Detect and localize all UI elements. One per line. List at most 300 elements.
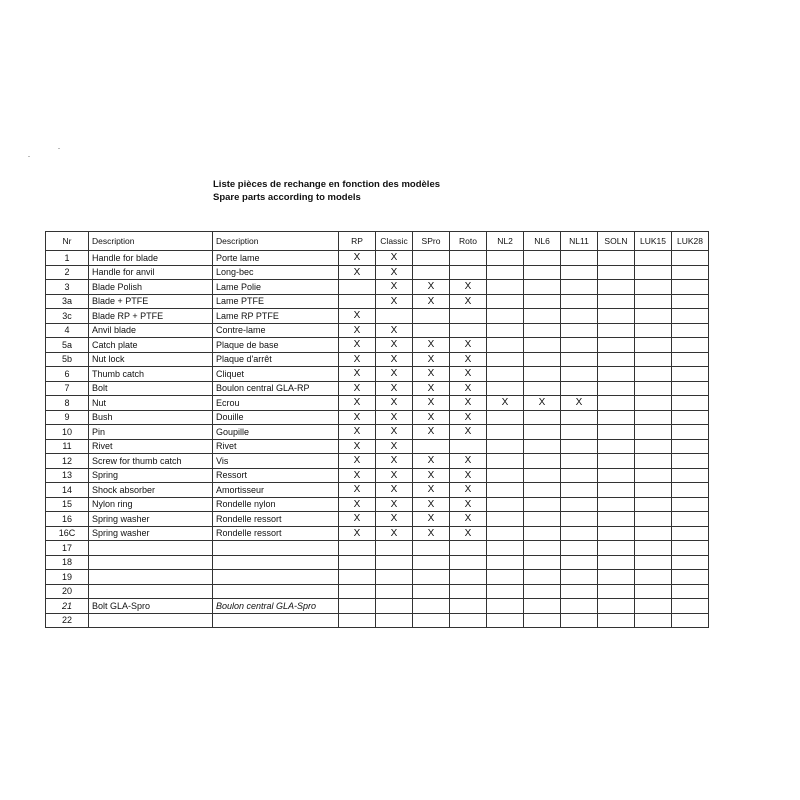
- model-mark-cell: [450, 541, 487, 556]
- model-mark-cell: [672, 381, 709, 396]
- model-mark-cell: [598, 294, 635, 309]
- model-mark-cell: [561, 280, 598, 295]
- model-mark-cell: [561, 613, 598, 628]
- row-description-fr: Boulon central GLA-Spro: [213, 599, 339, 614]
- model-mark-cell: [450, 584, 487, 599]
- row-description-en: Nut: [89, 396, 213, 411]
- header-model-luk15: LUK15: [635, 232, 672, 251]
- row-nr: 20: [46, 584, 89, 599]
- model-mark-cell: [672, 613, 709, 628]
- model-mark-cell: [672, 497, 709, 512]
- row-description-en: [89, 541, 213, 556]
- model-mark-cell: [376, 613, 413, 628]
- row-description-fr: Plaque de base: [213, 338, 339, 353]
- model-mark-cell: [524, 584, 561, 599]
- row-nr: 11: [46, 439, 89, 454]
- model-mark-cell: [672, 280, 709, 295]
- model-mark-cell: [561, 555, 598, 570]
- model-mark-cell: X: [339, 309, 376, 324]
- model-mark-cell: [487, 294, 524, 309]
- model-mark-cell: [413, 555, 450, 570]
- model-mark-cell: [598, 367, 635, 382]
- table-row: [46, 526, 709, 541]
- model-mark-cell: [487, 309, 524, 324]
- model-mark-cell: [598, 439, 635, 454]
- model-mark-cell: [450, 323, 487, 338]
- row-description-fr: Long-bec: [213, 265, 339, 280]
- model-mark-cell: [524, 294, 561, 309]
- model-mark-cell: [413, 439, 450, 454]
- model-mark-cell: [635, 497, 672, 512]
- row-description-en: Shock absorber: [89, 483, 213, 498]
- row-description-fr: Rondelle ressort: [213, 526, 339, 541]
- model-mark-cell: X: [413, 526, 450, 541]
- model-mark-cell: [598, 454, 635, 469]
- model-mark-cell: [487, 570, 524, 585]
- header-model-nl2: NL2: [487, 232, 524, 251]
- row-nr: 3a: [46, 294, 89, 309]
- model-mark-cell: X: [376, 381, 413, 396]
- model-mark-cell: [635, 381, 672, 396]
- row-nr: 12: [46, 454, 89, 469]
- model-mark-cell: X: [450, 497, 487, 512]
- model-mark-cell: [598, 425, 635, 440]
- model-mark-cell: X: [339, 483, 376, 498]
- model-mark-cell: X: [376, 439, 413, 454]
- model-mark-cell: [524, 265, 561, 280]
- table-body: [46, 251, 709, 628]
- model-mark-cell: [635, 367, 672, 382]
- model-mark-cell: [598, 497, 635, 512]
- model-mark-cell: [672, 338, 709, 353]
- row-description-en: Bolt: [89, 381, 213, 396]
- model-mark-cell: [487, 410, 524, 425]
- model-mark-cell: X: [339, 338, 376, 353]
- model-mark-cell: [450, 613, 487, 628]
- model-mark-cell: X: [450, 512, 487, 527]
- row-nr: 16C: [46, 526, 89, 541]
- row-nr: 18: [46, 555, 89, 570]
- row-description-en: Spring: [89, 468, 213, 483]
- table-row: [46, 323, 709, 338]
- row-nr: 8: [46, 396, 89, 411]
- model-mark-cell: X: [450, 338, 487, 353]
- model-mark-cell: X: [450, 425, 487, 440]
- model-mark-cell: X: [413, 396, 450, 411]
- model-mark-cell: X: [487, 396, 524, 411]
- model-mark-cell: [635, 338, 672, 353]
- table-row: [46, 251, 709, 266]
- header-model-luk28: LUK28: [672, 232, 709, 251]
- model-mark-cell: X: [450, 381, 487, 396]
- model-mark-cell: [524, 280, 561, 295]
- model-mark-cell: [598, 410, 635, 425]
- model-mark-cell: [635, 396, 672, 411]
- model-mark-cell: [635, 425, 672, 440]
- model-mark-cell: [450, 570, 487, 585]
- model-mark-cell: [524, 570, 561, 585]
- row-nr: 22: [46, 613, 89, 628]
- model-mark-cell: X: [339, 439, 376, 454]
- row-description-en: Handle for anvil: [89, 265, 213, 280]
- model-mark-cell: [487, 555, 524, 570]
- model-mark-cell: [524, 309, 561, 324]
- header-model-roto: Roto: [450, 232, 487, 251]
- model-mark-cell: X: [561, 396, 598, 411]
- table-row: [46, 541, 709, 556]
- model-mark-cell: [635, 265, 672, 280]
- model-mark-cell: X: [376, 294, 413, 309]
- model-mark-cell: [413, 599, 450, 614]
- model-mark-cell: [524, 555, 561, 570]
- model-mark-cell: [524, 497, 561, 512]
- model-mark-cell: X: [339, 497, 376, 512]
- model-mark-cell: [339, 599, 376, 614]
- model-mark-cell: [672, 352, 709, 367]
- model-mark-cell: X: [450, 468, 487, 483]
- model-mark-cell: X: [413, 294, 450, 309]
- model-mark-cell: [561, 526, 598, 541]
- row-description-en: Rivet: [89, 439, 213, 454]
- model-mark-cell: [561, 323, 598, 338]
- header-nr: Nr: [46, 232, 89, 251]
- model-mark-cell: [413, 251, 450, 266]
- row-description-fr: Ressort: [213, 468, 339, 483]
- model-mark-cell: X: [339, 468, 376, 483]
- model-mark-cell: [487, 338, 524, 353]
- model-mark-cell: [561, 497, 598, 512]
- model-mark-cell: X: [339, 454, 376, 469]
- model-mark-cell: [450, 599, 487, 614]
- model-mark-cell: [413, 309, 450, 324]
- row-description-en: [89, 613, 213, 628]
- model-mark-cell: [339, 280, 376, 295]
- model-mark-cell: [524, 352, 561, 367]
- model-mark-cell: [561, 381, 598, 396]
- row-description-fr: Lame Polie: [213, 280, 339, 295]
- model-mark-cell: X: [413, 483, 450, 498]
- model-mark-cell: [598, 613, 635, 628]
- table-row: [46, 439, 709, 454]
- model-mark-cell: X: [339, 367, 376, 382]
- model-mark-cell: [413, 613, 450, 628]
- model-mark-cell: [635, 454, 672, 469]
- row-description-fr: Boulon central GLA-RP: [213, 381, 339, 396]
- model-mark-cell: X: [413, 352, 450, 367]
- row-description-fr: Douille: [213, 410, 339, 425]
- model-mark-cell: [635, 323, 672, 338]
- model-mark-cell: [672, 251, 709, 266]
- model-mark-cell: [598, 352, 635, 367]
- row-description-fr: Rivet: [213, 439, 339, 454]
- model-mark-cell: [450, 265, 487, 280]
- model-mark-cell: [524, 338, 561, 353]
- model-mark-cell: X: [450, 396, 487, 411]
- model-mark-cell: [672, 468, 709, 483]
- model-mark-cell: X: [376, 454, 413, 469]
- row-nr: 21: [46, 599, 89, 614]
- table-row: [46, 584, 709, 599]
- table-row: [46, 352, 709, 367]
- row-nr: 19: [46, 570, 89, 585]
- model-mark-cell: [376, 541, 413, 556]
- row-description-fr: Vis: [213, 454, 339, 469]
- model-mark-cell: [339, 613, 376, 628]
- model-mark-cell: X: [413, 497, 450, 512]
- model-mark-cell: X: [339, 352, 376, 367]
- model-mark-cell: X: [450, 410, 487, 425]
- model-mark-cell: [561, 251, 598, 266]
- row-nr: 17: [46, 541, 89, 556]
- model-mark-cell: [598, 555, 635, 570]
- row-description-fr: Lame PTFE: [213, 294, 339, 309]
- model-mark-cell: [487, 541, 524, 556]
- table-row: [46, 425, 709, 440]
- row-description-en: Thumb catch: [89, 367, 213, 382]
- model-mark-cell: [635, 570, 672, 585]
- row-description-en: Handle for blade: [89, 251, 213, 266]
- model-mark-cell: [635, 555, 672, 570]
- row-nr: 7: [46, 381, 89, 396]
- model-mark-cell: [450, 439, 487, 454]
- model-mark-cell: [598, 483, 635, 498]
- model-mark-cell: [561, 425, 598, 440]
- model-mark-cell: X: [413, 338, 450, 353]
- model-mark-cell: [524, 323, 561, 338]
- model-mark-cell: [635, 251, 672, 266]
- model-mark-cell: [561, 483, 598, 498]
- model-mark-cell: [339, 541, 376, 556]
- model-mark-cell: [413, 584, 450, 599]
- header-model-rp: RP: [339, 232, 376, 251]
- model-mark-cell: X: [450, 454, 487, 469]
- model-mark-cell: [672, 541, 709, 556]
- scan-speck: [28, 156, 30, 157]
- model-mark-cell: [561, 410, 598, 425]
- model-mark-cell: [561, 352, 598, 367]
- row-nr: 10: [46, 425, 89, 440]
- model-mark-cell: [598, 381, 635, 396]
- model-mark-cell: X: [413, 425, 450, 440]
- model-mark-cell: [672, 367, 709, 382]
- table-row: [46, 454, 709, 469]
- model-mark-cell: [487, 497, 524, 512]
- model-mark-cell: [598, 338, 635, 353]
- model-mark-cell: X: [376, 512, 413, 527]
- model-mark-cell: [376, 584, 413, 599]
- model-mark-cell: X: [413, 280, 450, 295]
- model-mark-cell: [635, 512, 672, 527]
- model-mark-cell: [487, 323, 524, 338]
- title-french: Liste pièces de rechange en fonction des modèles: [213, 179, 441, 190]
- header-model-spro: SPro: [413, 232, 450, 251]
- row-nr: 5a: [46, 338, 89, 353]
- row-description-fr: [213, 613, 339, 628]
- model-mark-cell: X: [413, 381, 450, 396]
- model-mark-cell: [339, 570, 376, 585]
- model-mark-cell: [524, 613, 561, 628]
- model-mark-cell: X: [339, 410, 376, 425]
- row-description-en: Nylon ring: [89, 497, 213, 512]
- model-mark-cell: [413, 570, 450, 585]
- model-mark-cell: X: [376, 526, 413, 541]
- model-mark-cell: [561, 468, 598, 483]
- model-mark-cell: X: [339, 323, 376, 338]
- row-nr: 14: [46, 483, 89, 498]
- table-row: [46, 483, 709, 498]
- model-mark-cell: [635, 280, 672, 295]
- model-mark-cell: [598, 526, 635, 541]
- model-mark-cell: [487, 367, 524, 382]
- model-mark-cell: X: [376, 367, 413, 382]
- model-mark-cell: [524, 251, 561, 266]
- table-row: [46, 410, 709, 425]
- model-mark-cell: [672, 396, 709, 411]
- model-mark-cell: [487, 599, 524, 614]
- model-mark-cell: X: [450, 294, 487, 309]
- model-mark-cell: [561, 570, 598, 585]
- model-mark-cell: [487, 352, 524, 367]
- model-mark-cell: [672, 526, 709, 541]
- spare-parts-table: [45, 231, 709, 628]
- model-mark-cell: X: [450, 526, 487, 541]
- row-description-en: Spring washer: [89, 526, 213, 541]
- row-description-en: Blade Polish: [89, 280, 213, 295]
- row-description-en: Screw for thumb catch: [89, 454, 213, 469]
- model-mark-cell: [598, 468, 635, 483]
- table-row: [46, 294, 709, 309]
- model-mark-cell: [487, 439, 524, 454]
- row-nr: 6: [46, 367, 89, 382]
- table-row: [46, 468, 709, 483]
- row-description-en: Spring washer: [89, 512, 213, 527]
- table-row: [46, 512, 709, 527]
- model-mark-cell: [635, 526, 672, 541]
- model-mark-cell: [635, 352, 672, 367]
- row-nr: 4: [46, 323, 89, 338]
- row-description-fr: Contre-lame: [213, 323, 339, 338]
- model-mark-cell: [598, 584, 635, 599]
- model-mark-cell: [598, 280, 635, 295]
- model-mark-cell: [672, 309, 709, 324]
- row-description-fr: Lame RP PTFE: [213, 309, 339, 324]
- model-mark-cell: [635, 468, 672, 483]
- model-mark-cell: [598, 251, 635, 266]
- row-description-en: Blade RP + PTFE: [89, 309, 213, 324]
- row-description-fr: Ecrou: [213, 396, 339, 411]
- model-mark-cell: [524, 483, 561, 498]
- model-mark-cell: X: [413, 468, 450, 483]
- table-row: [46, 599, 709, 614]
- model-mark-cell: [524, 439, 561, 454]
- model-mark-cell: [487, 468, 524, 483]
- model-mark-cell: X: [376, 251, 413, 266]
- model-mark-cell: [524, 454, 561, 469]
- model-mark-cell: [561, 439, 598, 454]
- model-mark-cell: [339, 294, 376, 309]
- model-mark-cell: [635, 584, 672, 599]
- model-mark-cell: [376, 570, 413, 585]
- model-mark-cell: [487, 454, 524, 469]
- row-nr: 3c: [46, 309, 89, 324]
- table-header-row: [46, 232, 709, 251]
- model-mark-cell: [450, 309, 487, 324]
- model-mark-cell: X: [524, 396, 561, 411]
- model-mark-cell: X: [339, 265, 376, 280]
- header-model-nl11: NL11: [561, 232, 598, 251]
- model-mark-cell: [672, 483, 709, 498]
- model-mark-cell: X: [376, 280, 413, 295]
- model-mark-cell: [672, 555, 709, 570]
- model-mark-cell: [524, 599, 561, 614]
- model-mark-cell: X: [376, 468, 413, 483]
- model-mark-cell: [672, 454, 709, 469]
- model-mark-cell: X: [376, 410, 413, 425]
- model-mark-cell: [598, 570, 635, 585]
- model-mark-cell: [561, 367, 598, 382]
- model-mark-cell: [487, 584, 524, 599]
- model-mark-cell: X: [413, 367, 450, 382]
- model-mark-cell: [524, 512, 561, 527]
- model-mark-cell: [561, 512, 598, 527]
- row-description-en: [89, 555, 213, 570]
- model-mark-cell: X: [339, 425, 376, 440]
- model-mark-cell: [635, 439, 672, 454]
- model-mark-cell: [561, 294, 598, 309]
- row-nr: 1: [46, 251, 89, 266]
- model-mark-cell: X: [450, 280, 487, 295]
- model-mark-cell: X: [376, 323, 413, 338]
- table-row: [46, 381, 709, 396]
- table-row: [46, 396, 709, 411]
- model-mark-cell: X: [413, 454, 450, 469]
- header-model-soln: SOLN: [598, 232, 635, 251]
- model-mark-cell: [672, 570, 709, 585]
- model-mark-cell: [672, 323, 709, 338]
- model-mark-cell: [598, 599, 635, 614]
- table-row: [46, 265, 709, 280]
- table-row: [46, 555, 709, 570]
- model-mark-cell: [524, 526, 561, 541]
- row-nr: 15: [46, 497, 89, 512]
- row-description-en: Anvil blade: [89, 323, 213, 338]
- row-description-fr: Goupille: [213, 425, 339, 440]
- row-description-en: Bolt GLA-Spro: [89, 599, 213, 614]
- model-mark-cell: [561, 541, 598, 556]
- row-description-en: Catch plate: [89, 338, 213, 353]
- title-english: Spare parts according to models: [213, 192, 361, 203]
- row-description-en: [89, 570, 213, 585]
- model-mark-cell: [672, 439, 709, 454]
- model-mark-cell: X: [450, 483, 487, 498]
- model-mark-cell: X: [413, 410, 450, 425]
- row-description-fr: Rondelle ressort: [213, 512, 339, 527]
- model-mark-cell: [487, 512, 524, 527]
- model-mark-cell: [413, 323, 450, 338]
- row-description-fr: Amortisseur: [213, 483, 339, 498]
- model-mark-cell: [561, 599, 598, 614]
- row-nr: 13: [46, 468, 89, 483]
- model-mark-cell: [672, 410, 709, 425]
- table-row: [46, 497, 709, 512]
- model-mark-cell: [672, 425, 709, 440]
- model-mark-cell: [413, 265, 450, 280]
- row-description-en: [89, 584, 213, 599]
- model-mark-cell: [561, 265, 598, 280]
- row-description-en: Nut lock: [89, 352, 213, 367]
- row-nr: 16: [46, 512, 89, 527]
- table-row: [46, 309, 709, 324]
